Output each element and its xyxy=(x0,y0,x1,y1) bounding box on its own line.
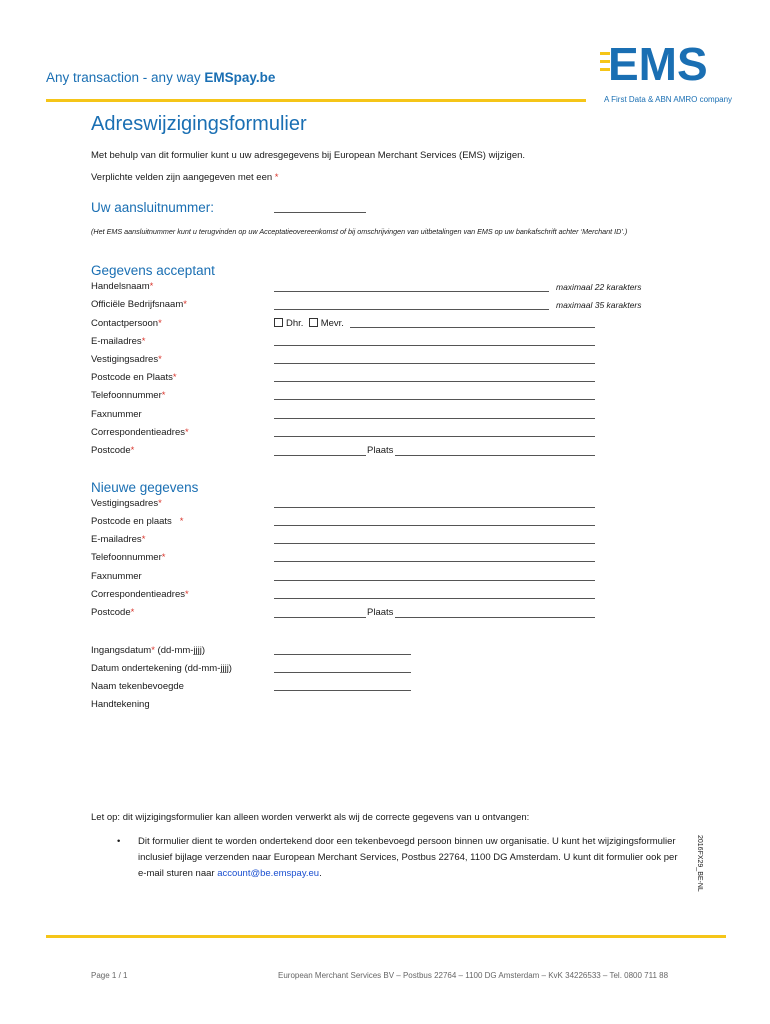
label-postcode: Postcode* xyxy=(91,445,135,456)
nieuw-postcode-plaats-field[interactable] xyxy=(274,525,595,526)
company-subtitle: A First Data & ABN AMRO company xyxy=(604,95,733,104)
faxnummer-field[interactable] xyxy=(274,418,595,419)
side-code: 2016FX29_BE-NL xyxy=(696,835,703,892)
hint-35: maximaal 35 karakters xyxy=(556,300,642,310)
naam-tekenbevoegde-field[interactable] xyxy=(274,690,411,691)
label-nieuw-faxnummer: Faxnummer xyxy=(91,571,142,582)
telefoonnummer-field[interactable] xyxy=(274,399,595,400)
ingangsdatum-field[interactable] xyxy=(274,654,411,655)
nieuw-emailadres-field[interactable] xyxy=(274,543,595,544)
account-heading: Uw aansluitnummer: xyxy=(91,200,215,215)
bedrijfsnaam-field[interactable] xyxy=(274,309,549,310)
nieuw-correspondentieadres-field[interactable] xyxy=(274,598,595,599)
intro-text: Met behulp van dit formulier kunt u uw adresgegevens bij European Merchant Services (EMS) wijzigen. xyxy=(91,150,526,161)
label-correspondentieadres: Correspondentieadres* xyxy=(91,427,189,438)
salutation-options: Dhr. Mevr. xyxy=(274,318,344,329)
label-handelsnaam: Handelsnaam* xyxy=(91,281,154,292)
tagline: Any transaction - any way EMSpay.be xyxy=(46,70,276,85)
account-number-field[interactable] xyxy=(274,212,366,213)
nieuw-heading: Nieuwe gegevens xyxy=(91,480,199,495)
label-nieuw-telefoonnummer: Telefoonnummer* xyxy=(91,552,166,563)
plaats-field[interactable] xyxy=(395,455,595,456)
label-nieuw-postcode: Postcode* xyxy=(91,607,135,618)
contactpersoon-field[interactable] xyxy=(350,327,595,328)
footer-rule xyxy=(46,935,726,938)
notice-bullet: • xyxy=(117,836,121,847)
notice-lead: Let op: dit wijzigingsformulier kan alleen worden verwerkt als wij de correcte gegevens van u ontvangen: xyxy=(91,812,530,823)
label-faxnummer: Faxnummer xyxy=(91,409,142,420)
header-rule xyxy=(46,99,586,102)
page-title: Adreswijzigingsformulier xyxy=(91,113,307,135)
handelsnaam-field[interactable] xyxy=(274,291,549,292)
label-postcode-plaats: Postcode en Plaats* xyxy=(91,372,177,383)
label-emailadres: E-mailadres* xyxy=(91,336,146,347)
label-contactpersoon: Contactpersoon* xyxy=(91,318,162,329)
postcode-plaats-field[interactable] xyxy=(274,381,595,382)
required-note: Verplichte velden zijn aangegeven met een * xyxy=(91,172,279,183)
acceptant-heading: Gegevens acceptant xyxy=(91,263,215,278)
label-bedrijfsnaam: Officiële Bedrijfsnaam* xyxy=(91,299,187,310)
label-nieuw-postcode-plaats: Postcode en plaats * xyxy=(91,516,184,527)
label-plaats: Plaats xyxy=(367,445,394,456)
label-handtekening: Handtekening xyxy=(91,699,150,710)
tagline-brand: EMSpay.be xyxy=(204,70,276,85)
label-telefoonnummer: Telefoonnummer* xyxy=(91,390,166,401)
label-nieuw-emailadres: E-mailadres* xyxy=(91,534,146,545)
label-nieuw-vestigingsadres: Vestigingsadres* xyxy=(91,498,162,509)
checkbox-mevr[interactable] xyxy=(309,318,318,327)
label-nieuw-plaats: Plaats xyxy=(367,607,394,618)
nieuw-vestigingsadres-field[interactable] xyxy=(274,507,595,508)
emailadres-field[interactable] xyxy=(274,345,595,346)
label-ingangsdatum: Ingangsdatum* (dd-mm-jjjj) xyxy=(91,645,206,656)
vestigingsadres-field[interactable] xyxy=(274,363,595,364)
nieuw-faxnummer-field[interactable] xyxy=(274,580,595,581)
label-naam-tekenbevoegde: Naam tekenbevoegde xyxy=(91,681,184,692)
nieuw-plaats-field[interactable] xyxy=(395,617,595,618)
postcode-field[interactable] xyxy=(274,455,366,456)
correspondentieadres-field[interactable] xyxy=(274,436,595,437)
notice-text: Dit formulier dient te worden ondertekend door een tekenbevoegd persoon binnen uw organisatie. U kunt het wijzigingsformulier inclusief bijlage verzenden naar European Merchant Services, Postbus 22764, 1100 DG Amsterdam. U kunt dit formulier ook per e-mail sturen naar account@be.emspay.eu. xyxy=(138,836,678,879)
account-note: (Het EMS aansluitnummer kunt u terugvinden op uw Acceptatieovereenkomst of bij omschrijvingen van uitbetalingen van EMS op uw bankafschrift achter ‘Merchant ID’.) xyxy=(91,227,628,236)
nieuw-telefoonnummer-field[interactable] xyxy=(274,561,595,562)
nieuw-postcode-field[interactable] xyxy=(274,617,366,618)
hint-22: maximaal 22 karakters xyxy=(556,282,642,292)
label-datum-ondertekening: Datum ondertekening (dd-mm-jjjj) xyxy=(91,663,232,674)
footer-address: European Merchant Services BV – Postbus 22764 – 1100 DG Amsterdam – KvK 34226533 – Tel. 0800 711 88 xyxy=(278,971,669,980)
logo-text: EMS xyxy=(608,38,708,86)
page-number: Page 1 / 1 xyxy=(91,971,128,980)
notice-email-link[interactable]: account@be.emspay.eu xyxy=(217,868,320,879)
datum-ondertekening-field[interactable] xyxy=(274,672,411,673)
checkbox-dhr[interactable] xyxy=(274,318,283,327)
label-nieuw-correspondentieadres: Correspondentieadres* xyxy=(91,589,189,600)
ems-logo xyxy=(600,38,725,86)
label-vestigingsadres: Vestigingsadres* xyxy=(91,354,162,365)
